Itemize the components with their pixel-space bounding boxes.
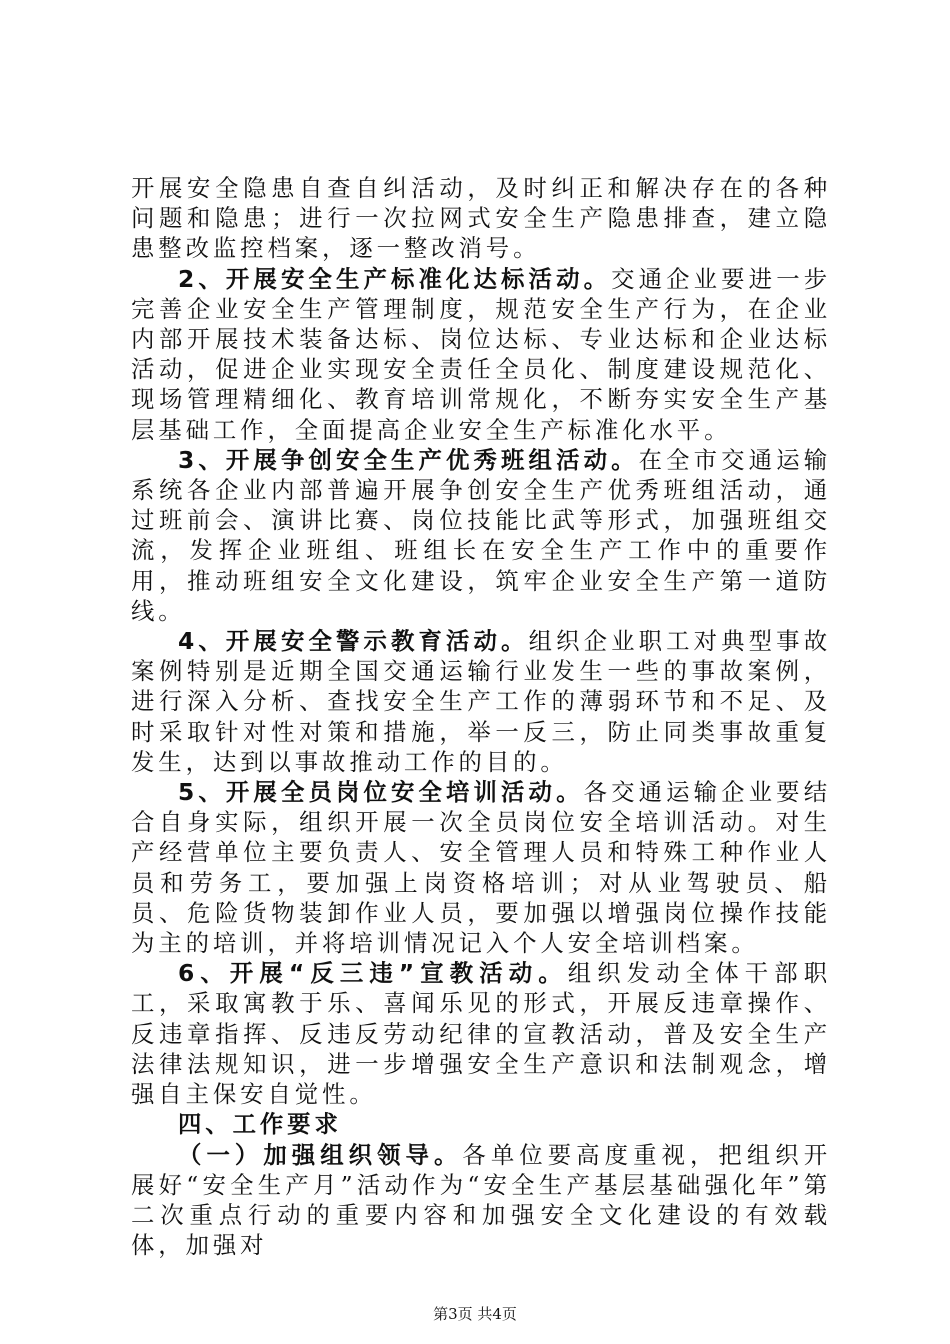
page-number-footer: 第3页 共4页 [433,1305,517,1323]
paragraph-3-heading: 3、开展争创安全生产优秀班组活动。 [178,445,639,474]
paragraph-5-text: 各交通运输企业要结合自身实际，组织开展一次全员岗位安全培训活动。对生产经营单位主要负责人、安全管理人员和特殊工种作业人员和劳务工，要加强上岗资格培训；对从业驾驶员、船员、危险货物装卸作业人员，要加强以增强岗位操作技能为主的培训，并将培训情况记入个人安全培训档案。 [131,778,831,958]
paragraph-5-heading: 5、开展全员岗位安全培训活动。 [178,778,584,807]
section-heading-work-requirements [131,1109,831,1139]
paragraph-7-text: 各单位要高度重视，把组织开展好“安全生产月”活动作为“安全生产基层基础强化年”第二次重点行动的重要内容和加强安全文化建设的有效载体，加强对 [131,1140,832,1260]
paragraph-6-heading: 6、开展“反三违”宣教活动。 [178,959,568,988]
paragraph-3 [131,445,831,626]
paragraph-2-heading: 2、开展安全生产标准化达标活动。 [178,264,612,293]
paragraph-5 [131,777,831,958]
paragraph-6-text: 组织发动全体干部职工，采取寓教于乐、喜闻乐见的形式，开展反违章操作、反违章指挥、反违反劳动纪律的宣教活动，普及安全生产法律法规知识，进一步增强安全生产意识和法制观念，增强自主保安自觉性。 [131,959,831,1109]
paragraph-4-text: 组织企业职工对典型事故案例特别是近期全国交通运输行业发生一些的事故案例，进行深入分析、查找安全生产工作的薄弱环节和不足、及时采取针对性对策和措施，举一反三，防止同类事故重复发生，达到以事故推动工作的目的。 [131,627,831,776]
paragraph-4 [131,626,831,777]
paragraph-4-heading: 4、开展安全警示教育活动。 [178,627,529,656]
paragraph-3-text: 在全市交通运输系统各企业内部普遍开展争创安全生产优秀班组活动，通过班前会、演讲比赛、岗位技能比武等形式，加强班组交流，发挥企业班组、班组长在安全生产工作中的重要作用，推动班组安全文化建设，筑牢企业安全生产第一道防线。 [131,445,831,625]
paragraph-7 [131,1140,831,1261]
paragraph-2-text: 交通企业要进一步完善企业安全生产管理制度，规范安全生产行为，在企业内部开展技术装备达标、岗位达标、专业达标和企业达标活动，促进企业实现安全责任全员化、制度建设规范化、现场管理精细化、教育培训常规化，不断夯实安全生产基层基础工作，全面提高企业安全生产标准化水平。 [131,264,831,444]
paragraph-7-heading: （一）加强组织领导。 [178,1140,463,1169]
paragraph-2 [131,264,831,445]
document-body [131,173,831,1260]
section-4-heading: 四、工作要求 [178,1110,342,1139]
paragraph-1 [131,173,831,264]
paragraph-6 [131,958,831,1109]
paragraph-1-text: 开展安全隐患自查自纠活动，及时纠正和解决存在的各种问题和隐患；进行一次拉网式安全生产隐患排查，建立隐患整改监控档案，逐一整改消号。 [131,174,831,263]
